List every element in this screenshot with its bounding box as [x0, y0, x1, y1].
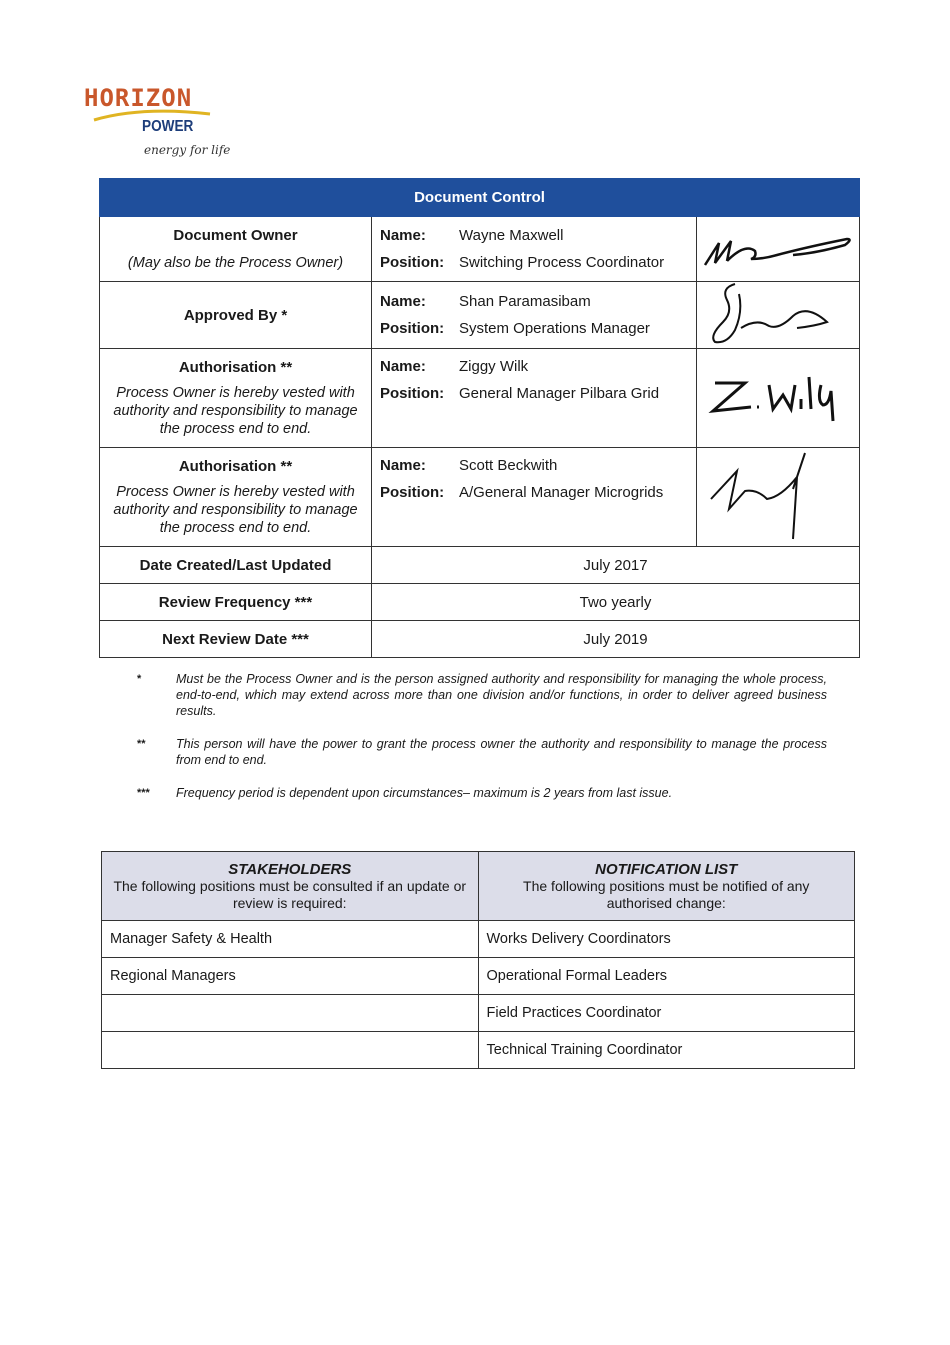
footnote [137, 785, 827, 801]
table-row [100, 282, 860, 349]
date-value: July 2017 [372, 547, 860, 584]
name-label: Name: [380, 457, 426, 474]
name-label: Name: [380, 227, 426, 244]
stakeholders-subtitle: The following positions must be consulted if an update or review is required: [113, 877, 467, 911]
person-name: Wayne Maxwell [459, 227, 564, 244]
table-row [100, 547, 860, 584]
position-label: Position: [380, 385, 445, 402]
table-row [102, 1032, 855, 1069]
role-note: Process Owner is hereby vested with authority and responsibility to manage the process end to end. [113, 483, 358, 536]
person-position: General Manager Pilbara Grid [459, 385, 660, 402]
details-cell [372, 282, 697, 349]
name-label: Name: [380, 293, 426, 310]
notification-title: NOTIFICATION LIST [595, 860, 738, 878]
notification-cell: Operational Formal Leaders [478, 958, 855, 995]
table-row [100, 584, 860, 621]
footnote-mark: *** [137, 787, 150, 799]
footnote [137, 736, 827, 768]
role-cell [100, 217, 372, 282]
notification-cell: Works Delivery Coordinators [478, 921, 855, 958]
role-cell [100, 282, 372, 349]
role-note: (May also be the Process Owner) [127, 254, 344, 271]
footnote [137, 671, 827, 719]
table-row [102, 958, 855, 995]
person-name: Ziggy Wilk [459, 358, 529, 375]
document-control-table [99, 178, 860, 658]
next-review-value: July 2019 [372, 621, 860, 658]
person-name: Shan Paramasibam [459, 293, 591, 310]
stakeholders-table [101, 851, 855, 1069]
stakeholder-cell [102, 995, 479, 1032]
signature-cell [697, 282, 860, 349]
role-label: Document Owner [173, 226, 298, 244]
position-label: Position: [380, 254, 445, 271]
logo-tagline: energy for life [144, 143, 231, 157]
date-label: Date Created/Last Updated [100, 547, 372, 584]
review-frequency-value: Two yearly [372, 584, 860, 621]
details-cell [372, 349, 697, 448]
company-logo [82, 82, 232, 162]
role-cell [100, 349, 372, 448]
footnote-mark: * [137, 673, 142, 685]
signature-cell [697, 217, 860, 282]
signature-icon [697, 282, 857, 344]
position-label: Position: [380, 320, 445, 337]
signature-icon [697, 217, 857, 277]
table-row [100, 448, 860, 547]
stakeholder-cell: Regional Managers [102, 958, 479, 995]
footnote-text: Must be the Process Owner and is the person assigned authority and responsibility for managing the whole process, end-to-end, which may extend across more than one division and/or functions, in order to deliver agreed business results. [176, 672, 827, 718]
logo-brand: HORIZON [84, 84, 193, 112]
stakeholder-cell [102, 1032, 479, 1069]
signature-cell [697, 448, 860, 547]
table-row [100, 217, 860, 282]
person-position: Switching Process Coordinator [459, 254, 665, 271]
footnote-text: Frequency period is dependent upon circumstances– maximum is 2 years from last issue. [176, 786, 673, 800]
role-label: Approved By * [183, 306, 288, 324]
notification-header [478, 852, 855, 921]
footnote-text: This person will have the power to grant the process owner the authority and responsibility to manage the process from end to end. [176, 737, 827, 767]
table-row [102, 921, 855, 958]
table-row [100, 349, 860, 448]
stakeholders-title: STAKEHOLDERS [228, 860, 352, 878]
person-position: System Operations Manager [459, 320, 650, 337]
role-label: Authorisation ** [178, 457, 293, 475]
person-position: A/General Manager Microgrids [459, 484, 664, 501]
role-note: Process Owner is hereby vested with authority and responsibility to manage the process end to end. [113, 384, 358, 437]
notification-subtitle: The following positions must be notified of any authorised change: [523, 877, 810, 911]
signature-cell [697, 349, 860, 448]
table-row [100, 621, 860, 658]
table-row [102, 995, 855, 1032]
stakeholder-cell: Manager Safety & Health [102, 921, 479, 958]
review-frequency-label: Review Frequency *** [100, 584, 372, 621]
details-cell [372, 448, 697, 547]
details-cell [372, 217, 697, 282]
name-label: Name: [380, 358, 426, 375]
table-title: Document Control [100, 179, 860, 217]
person-name: Scott Beckwith [459, 457, 558, 474]
signature-icon [697, 361, 857, 431]
logo-power: POWER [142, 118, 194, 135]
notification-cell: Technical Training Coordinator [478, 1032, 855, 1069]
footnote-mark: ** [137, 738, 146, 750]
stakeholders-header [102, 852, 479, 921]
position-label: Position: [380, 484, 445, 501]
next-review-label: Next Review Date *** [100, 621, 372, 658]
notification-cell: Field Practices Coordinator [478, 995, 855, 1032]
role-label: Authorisation ** [178, 358, 293, 376]
footnotes [137, 671, 827, 818]
role-cell [100, 448, 372, 547]
signature-icon [697, 449, 857, 541]
